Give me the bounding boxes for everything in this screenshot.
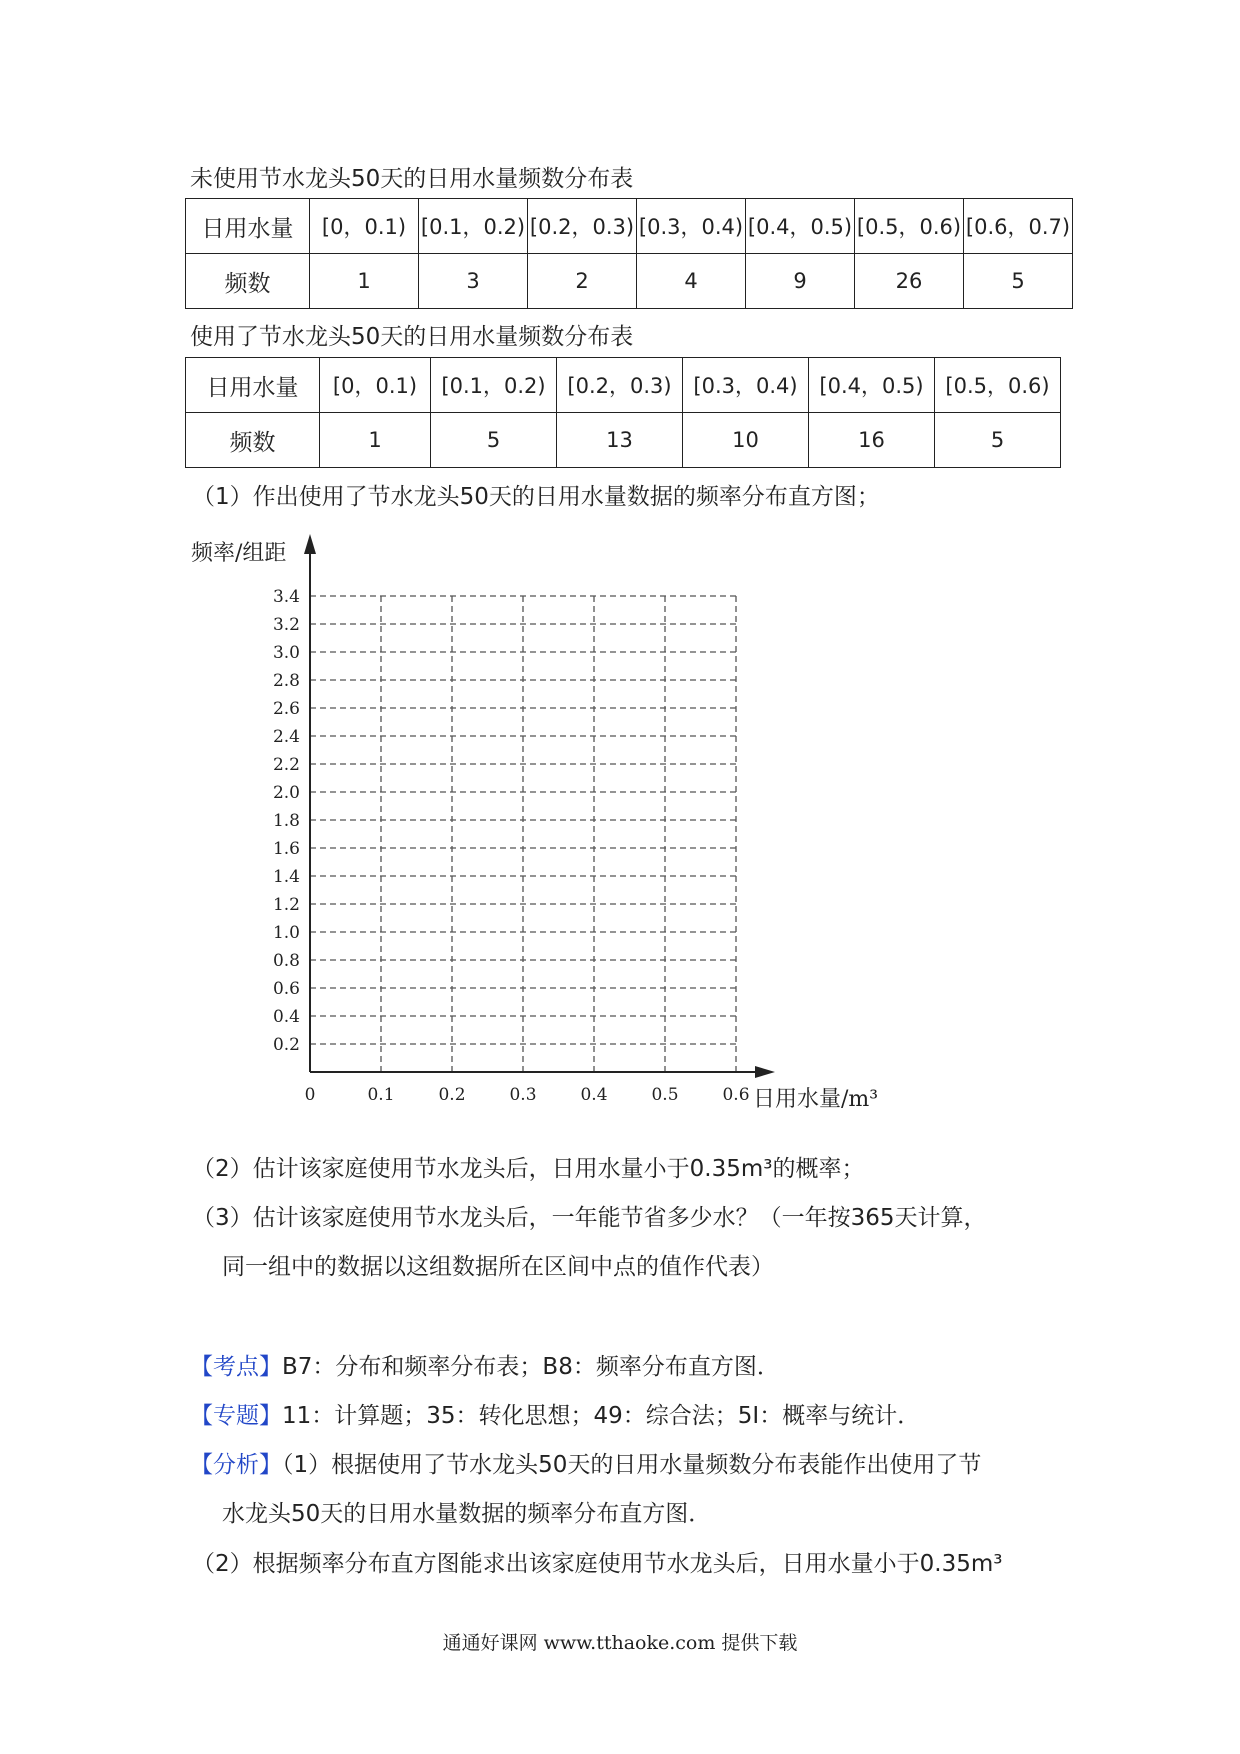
analysis-2: （2）根据频率分布直方图能求出该家庭使用节水龙头后，日用水量小于0.35m³: [192, 1551, 1003, 1577]
interval-cell: [0，0.1): [310, 199, 419, 254]
row-label: 日用水量: [186, 199, 310, 254]
kaodian-section: [190, 1348, 780, 1381]
table-row: [186, 199, 1073, 254]
fenxi-tag: 【分析】: [190, 1452, 282, 1478]
interval-cell: [0.2，0.3): [557, 358, 683, 413]
interval-cell: [0.1，0.2): [431, 358, 557, 413]
count-cell: 5: [935, 413, 1061, 468]
x-tick-label: 0.4: [580, 1085, 608, 1105]
row-label: 日用水量: [186, 358, 320, 413]
count-cell: 3: [419, 254, 528, 309]
x-axis-label: 日用水量/m³: [753, 1087, 879, 1112]
x-tick-label: 0.6: [722, 1085, 750, 1105]
y-tick-label: 3.2: [272, 615, 300, 635]
count-cell: 13: [557, 413, 683, 468]
count-cell: 10: [683, 413, 809, 468]
table2-title: 使用了节水龙头50天的日用水量频数分布表: [190, 324, 634, 350]
count-cell: 2: [528, 254, 637, 309]
interval-cell: [0.6，0.7): [964, 199, 1073, 254]
kaodian-tag: 【考点】: [190, 1354, 282, 1380]
histogram-chart: [185, 520, 905, 1130]
x-tick-label: 0: [304, 1085, 316, 1105]
zhuanti-text: 11：计算题；35：转化思想；49：综合法；5I：概率与统计．: [282, 1403, 921, 1429]
y-tick-label: 2.8: [272, 671, 300, 691]
x-tick-label: 0.1: [367, 1085, 395, 1105]
question-3-line-1: （3）估计该家庭使用节水龙头后，一年能节省多少水？（一年按365天计算，: [192, 1205, 987, 1231]
footer: 通通好课网 www.tthaoke.com 提供下载: [442, 1632, 798, 1654]
kaodian-text: B7：分布和频率分布表；B8：频率分布直方图．: [282, 1354, 780, 1380]
y-tick-label: 0.2: [272, 1035, 300, 1055]
x-tick-label: 0.5: [651, 1085, 679, 1105]
interval-cell: [0.5，0.6): [855, 199, 964, 254]
question-1: （1）作出使用了节水龙头50天的日用水量数据的频率分布直方图；: [192, 484, 880, 510]
interval-cell: [0.1，0.2): [419, 199, 528, 254]
count-cell: 5: [431, 413, 557, 468]
y-tick-label: 2.4: [272, 727, 300, 747]
y-tick-label: 0.8: [272, 951, 300, 971]
y-tick-label: 0.6: [272, 979, 300, 999]
frequency-table-1: [185, 198, 1073, 309]
row-label: 频数: [186, 254, 310, 309]
y-axis-arrow: [304, 534, 316, 554]
interval-cell: [0.3，0.4): [637, 199, 746, 254]
table-row: [186, 413, 1061, 468]
interval-cell: [0.4，0.5): [746, 199, 855, 254]
question-2: （2）估计该家庭使用节水龙头后，日用水量小于0.35m³的概率；: [192, 1156, 865, 1182]
y-tick-label: 1.0: [272, 923, 300, 943]
table1-title: 未使用节水龙头50天的日用水量频数分布表: [190, 166, 634, 192]
count-cell: 9: [746, 254, 855, 309]
y-tick-label: 1.6: [272, 839, 300, 859]
x-tick-label: 0.2: [438, 1085, 466, 1105]
y-tick-label: 3.0: [272, 643, 300, 663]
count-cell: 26: [855, 254, 964, 309]
y-tick-label: 1.8: [272, 811, 300, 831]
fenxi-section: [190, 1446, 981, 1479]
zhuanti-section: [190, 1397, 920, 1430]
y-tick-label: 3.4: [272, 587, 300, 607]
count-cell: 4: [637, 254, 746, 309]
interval-cell: [0.2，0.3): [528, 199, 637, 254]
y-tick-label: 2.2: [272, 755, 300, 775]
row-label: 频数: [186, 413, 320, 468]
y-tick-label: 1.4: [272, 867, 300, 887]
table-row: [186, 254, 1073, 309]
y-tick-label: 2.6: [272, 699, 300, 719]
count-cell: 1: [320, 413, 431, 468]
y-tick-label: 1.2: [272, 895, 300, 915]
frequency-table-2: [185, 357, 1061, 468]
y-axis-label: 频率/组距: [191, 541, 287, 566]
grid: [310, 596, 736, 1072]
count-cell: 1: [310, 254, 419, 309]
axes: [304, 534, 775, 1078]
tick-labels: [273, 587, 750, 1105]
interval-cell: [0.5，0.6): [935, 358, 1061, 413]
x-tick-label: 0.3: [509, 1085, 537, 1105]
question-3-line-2: 同一组中的数据以这组数据所在区间中点的值作代表）: [222, 1254, 774, 1280]
fenxi-text-1: （1）根据使用了节水龙头50天的日用水量频数分布表能作出使用了节: [282, 1452, 982, 1478]
interval-cell: [0.3，0.4): [683, 358, 809, 413]
count-cell: 16: [809, 413, 935, 468]
interval-cell: [0.4，0.5): [809, 358, 935, 413]
interval-cell: [0，0.1): [320, 358, 431, 413]
count-cell: 5: [964, 254, 1073, 309]
y-tick-label: 0.4: [272, 1007, 300, 1027]
fenxi-text-2: 水龙头50天的日用水量数据的频率分布直方图．: [222, 1501, 712, 1527]
y-tick-label: 2.0: [272, 783, 300, 803]
table-row: [186, 358, 1061, 413]
x-axis-arrow: [755, 1066, 775, 1078]
zhuanti-tag: 【专题】: [190, 1403, 282, 1429]
